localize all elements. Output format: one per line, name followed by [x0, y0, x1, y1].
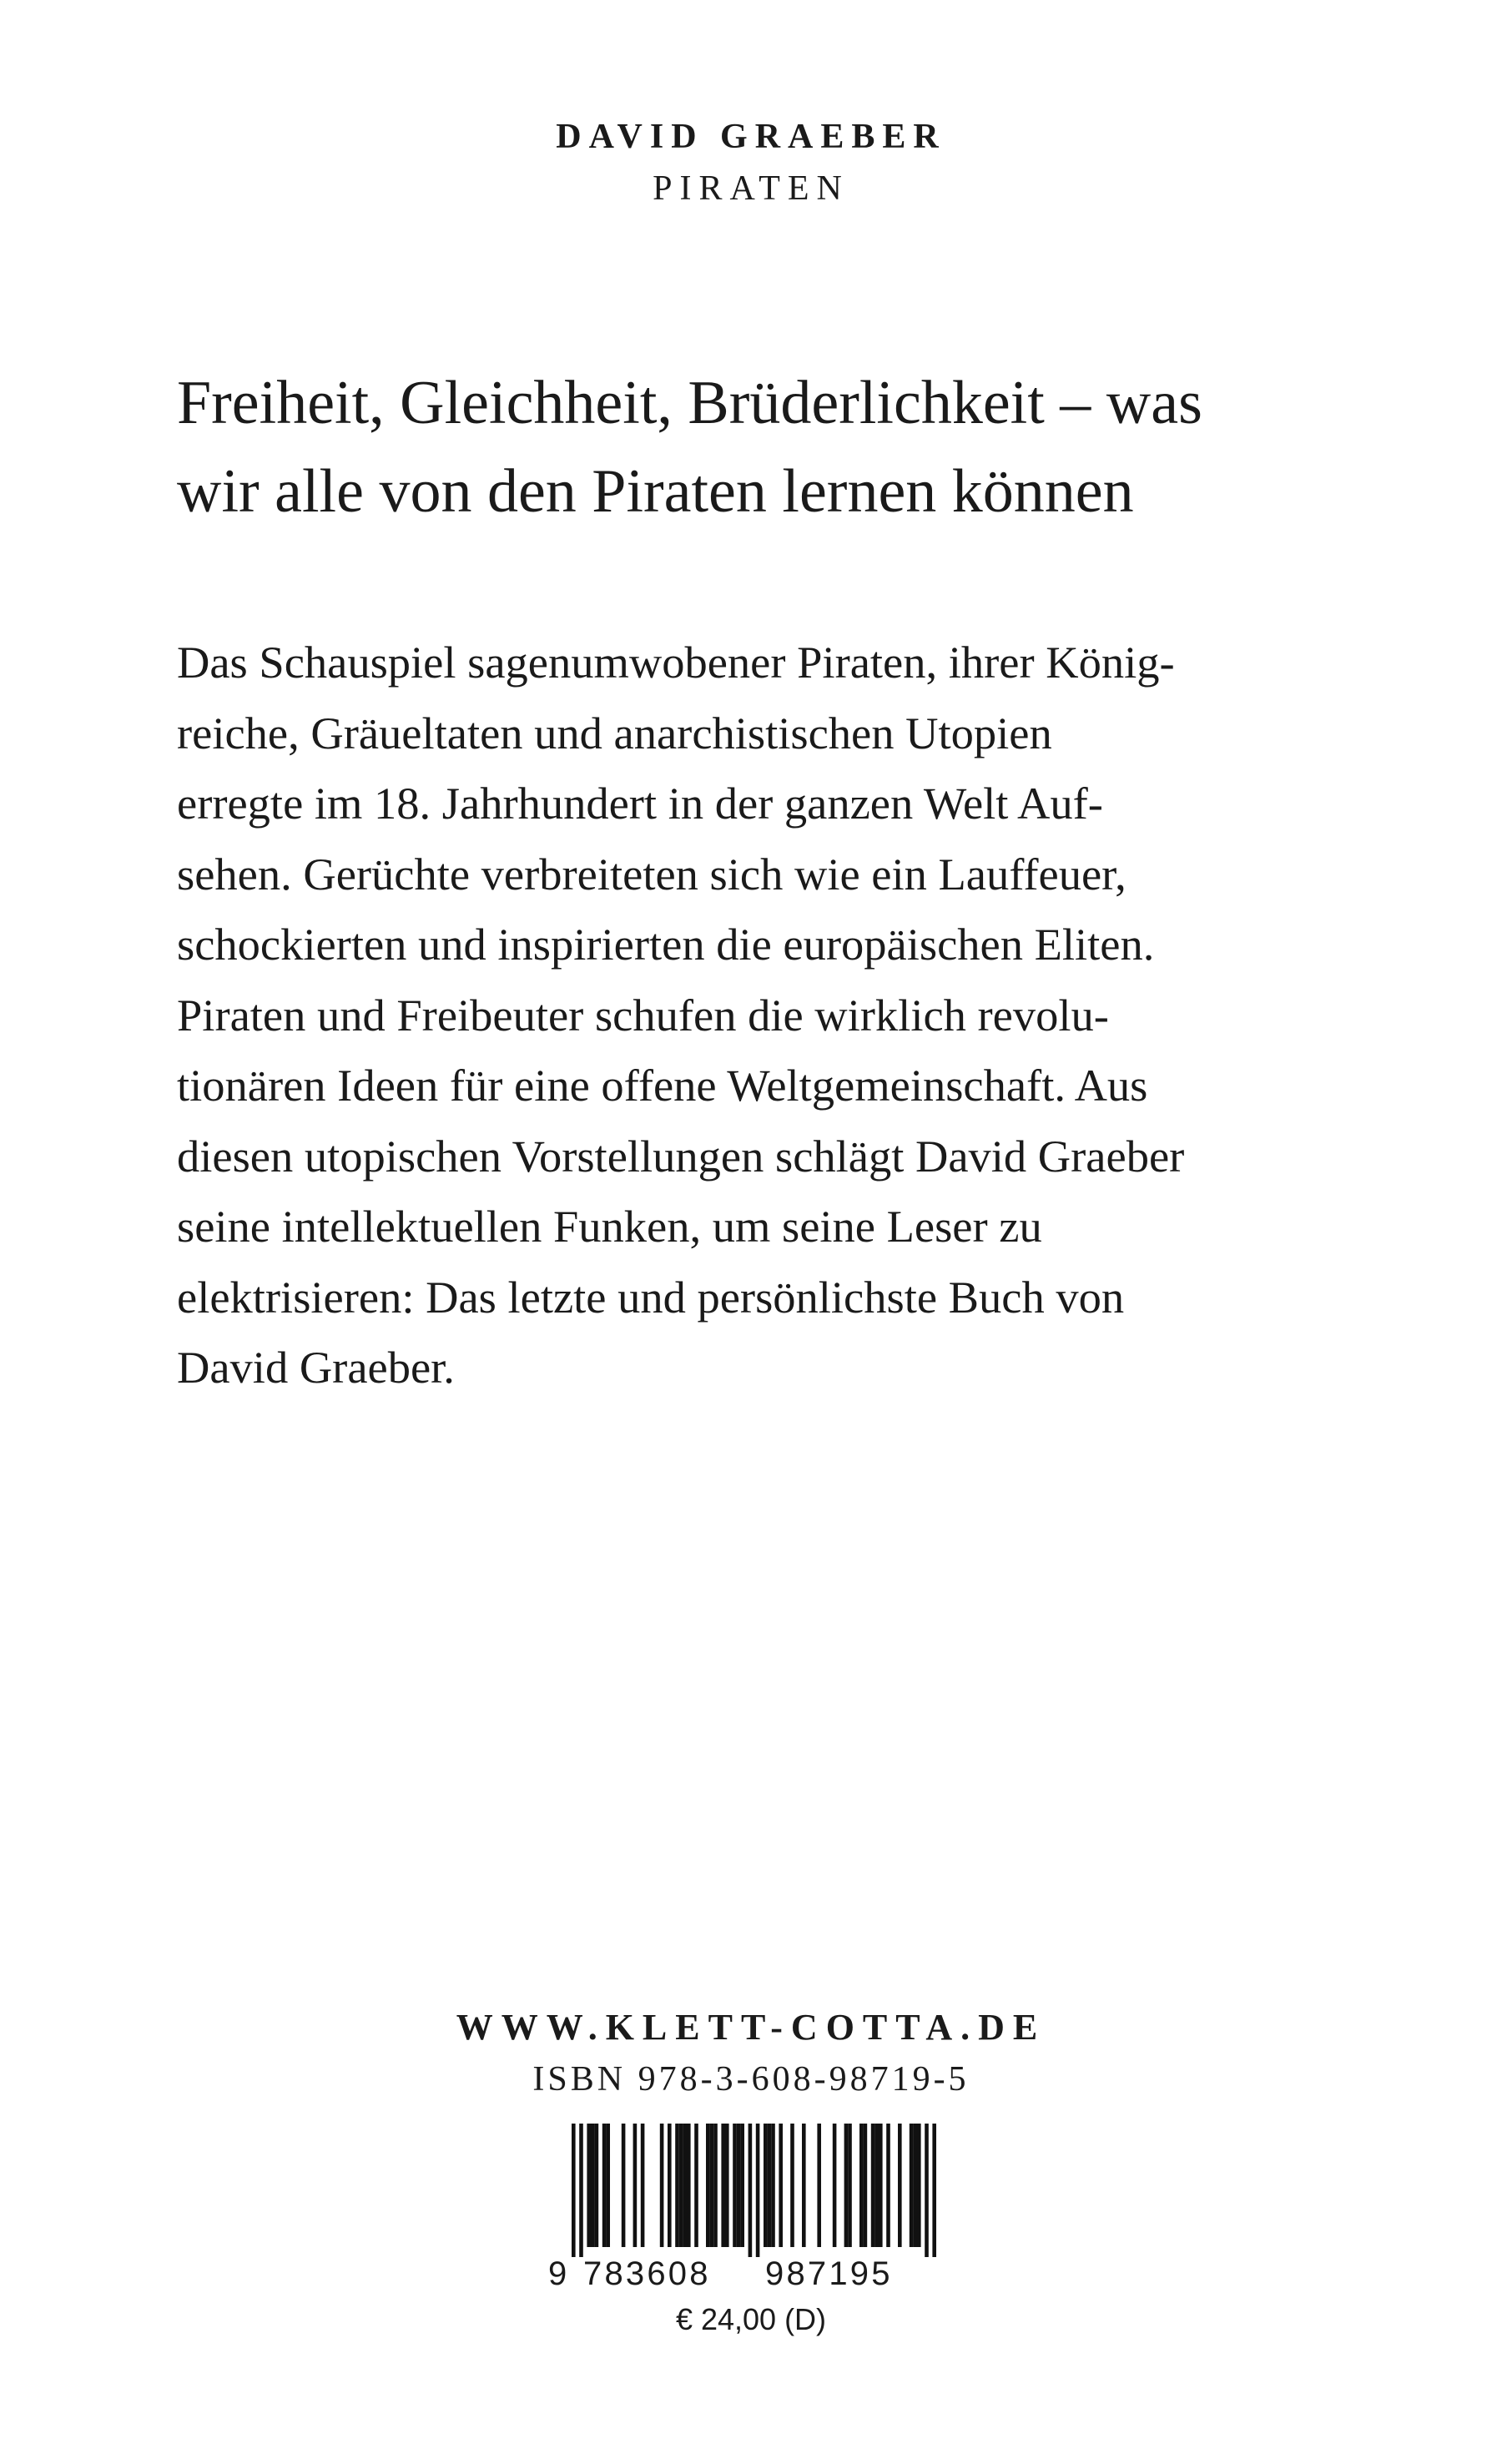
barcode-bar: [587, 2124, 591, 2247]
barcode-digits: [547, 2253, 955, 2295]
blurb-text: [177, 627, 1362, 1403]
barcode-bar: [871, 2124, 875, 2247]
barcode-bar: [740, 2124, 744, 2247]
barcode-bar: [694, 2124, 698, 2247]
barcode-bar: [725, 2124, 729, 2247]
barcode-bar: [679, 2124, 683, 2247]
barcode-bar: [817, 2124, 821, 2247]
blurb-line: sehen. Gerüchte verbreiteten sich wie ein Lauffeuer,: [177, 848, 1126, 899]
barcode-digits-left: 783608: [583, 2255, 711, 2292]
barcode-bar: [687, 2124, 691, 2247]
barcode-bar: [771, 2124, 775, 2247]
barcode-bar: [898, 2124, 902, 2247]
tagline-line: wir alle von den Piraten lernen können: [177, 457, 1134, 526]
blurb-line: David Graeber.: [177, 1342, 455, 1393]
barcode-bar: [879, 2124, 883, 2247]
footer: [0, 2004, 1502, 2103]
barcode-bar: [874, 2124, 879, 2247]
blurb-line: Piraten und Freibeuter schufen die wirklich revolu-: [177, 989, 1109, 1041]
barcode-bar: [764, 2124, 768, 2247]
price-label: € 24,00 (D): [675, 2302, 827, 2336]
blurb-line: tionären Ideen für eine offene Weltgemeinschaft. Aus: [177, 1060, 1148, 1111]
barcode-bar: [833, 2124, 837, 2247]
barcode-bar: [756, 2124, 760, 2257]
barcode-digits-right: 987195: [765, 2255, 893, 2292]
barcode-bar: [660, 2124, 664, 2247]
blurb-line: seine intellektuellen Funken, um seine Leser zu: [177, 1201, 1042, 1252]
blurb-line: reiche, Gräueltaten und anarchistischen Utopien: [177, 707, 1052, 758]
barcode-bar: [622, 2124, 626, 2247]
barcode-bar: [721, 2124, 725, 2247]
barcode-bar: [779, 2124, 783, 2247]
blurb-line: erregte im 18. Jahrhundert in der ganzen Welt Auf-: [177, 778, 1103, 829]
barcode-bar: [706, 2124, 710, 2247]
barcode-bar: [668, 2124, 672, 2247]
barcode-bar: [802, 2124, 806, 2247]
barcode-bar: [591, 2124, 595, 2247]
barcode-bar: [859, 2124, 864, 2247]
publisher-website: WWW.KLETT-COTTA.DE: [456, 2007, 1046, 2048]
barcode-icon: [547, 2124, 955, 2257]
barcode-bar: [737, 2124, 741, 2247]
barcode-bar: [790, 2124, 794, 2247]
barcode-bar: [641, 2124, 645, 2247]
isbn-number: ISBN 978-3-608-98719-5: [532, 2060, 970, 2099]
barcode-digit-first: 9: [548, 2255, 567, 2292]
barcode-bar: [910, 2124, 914, 2247]
barcode-bar: [602, 2124, 607, 2247]
blurb-line: schockierten und inspirierten die europäischen Eliten.: [177, 919, 1155, 970]
barcode-bar: [917, 2124, 921, 2247]
barcode-bar: [733, 2124, 737, 2247]
book-title: PIRATEN: [653, 169, 849, 208]
barcode-bar: [683, 2124, 687, 2247]
barcode-bar: [848, 2124, 852, 2247]
blurb-line: elektrisieren: Das letzte und persönlichste Buch von: [177, 1271, 1125, 1323]
blurb-line: Das Schauspiel sagenumwobener Piraten, ihrer König-: [177, 637, 1175, 688]
barcode-bar: [768, 2124, 772, 2247]
barcode-bars: [547, 2124, 955, 2257]
barcode-bar: [748, 2124, 753, 2257]
barcode-bar: [710, 2124, 714, 2247]
barcode-bar: [925, 2124, 929, 2257]
header: [0, 115, 1502, 210]
blurb-line: diesen utopischen Vorstellungen schlägt David Graeber: [177, 1130, 1185, 1182]
barcode-bar: [633, 2124, 638, 2247]
barcode-bar: [713, 2124, 718, 2247]
barcode-bar: [675, 2124, 679, 2247]
barcode-bar: [886, 2124, 890, 2247]
barcode-bar: [606, 2124, 610, 2247]
barcode-bar: [844, 2124, 849, 2247]
tagline-line: Freiheit, Gleichheit, Brüderlichkeit – was: [177, 369, 1202, 437]
tagline: [177, 359, 1379, 536]
barcode-bar: [932, 2124, 936, 2257]
barcode-bar: [864, 2124, 868, 2247]
barcode-bar: [572, 2124, 576, 2257]
author-name: DAVID GRAEBER: [556, 118, 946, 156]
barcode-bar: [595, 2124, 599, 2247]
barcode-bar: [579, 2124, 583, 2257]
barcode-bar: [913, 2124, 917, 2247]
